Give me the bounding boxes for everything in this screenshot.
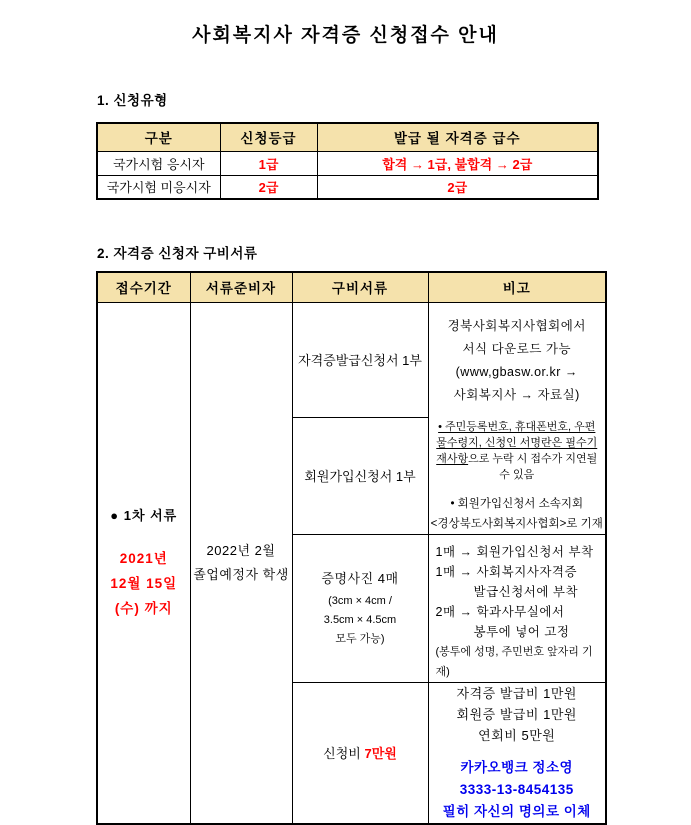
period-label: ● 1차 서류	[110, 507, 178, 523]
text-line: 연회비 5만원	[478, 727, 556, 743]
fee-breakdown	[429, 683, 606, 746]
fee-label: 신청비	[323, 746, 365, 762]
required-documents-table	[96, 271, 607, 825]
text-line: • 회원가입신청서 소속지회	[450, 497, 584, 510]
document-cell: 회원가입신청서 1부	[292, 417, 428, 534]
text-line: 12월 15일	[110, 575, 178, 591]
text-line: 경북사회복지사협회에서	[447, 318, 586, 333]
remarks-cell	[428, 534, 606, 682]
text-line: 회원증 발급비 1만원	[456, 706, 577, 722]
result-cell: 합격 → 1급, 불합격 → 2급	[317, 151, 598, 175]
text-line: 서식 다운로드 가능	[462, 341, 572, 356]
text-line: <경상북도사회복지사협회>로 기재	[430, 517, 603, 530]
text-line: 2021년	[119, 550, 168, 566]
text-line: (수) 까지	[114, 600, 173, 616]
section2-heading: 2. 자격증 신청자 구비서류	[97, 246, 258, 261]
preparer-cell	[190, 302, 292, 824]
underlined-text: • 주민등록번호, 휴대폰번호, 우편물수령지, 신청인 서명란은 필수기재사항	[436, 420, 598, 465]
category-cell: 국가시험 미응시자	[97, 175, 220, 199]
grade-cell: 1급	[220, 151, 317, 175]
table-row	[97, 302, 606, 417]
text-line: 1매 → 사회복지사자격증	[435, 564, 578, 579]
text-line: 1매 → 회원가입신청서 부착	[435, 544, 594, 559]
text-line: 3.5cm × 4.5cm	[323, 613, 397, 626]
table-header-row	[97, 123, 598, 151]
branch-note	[429, 494, 606, 534]
text-line: 발급신청서에 부착	[473, 584, 579, 599]
required-fields-note	[434, 419, 600, 483]
text-line: 봉투에 넣어 고정	[473, 624, 570, 639]
document-cell	[292, 534, 428, 682]
column-header-period: 접수기간	[97, 272, 190, 302]
table-row	[97, 175, 598, 199]
bank-account-info	[429, 757, 606, 823]
text-line: 자격증 발급비 1만원	[456, 685, 577, 701]
text-line: 필히 자신의 명의로 이체	[442, 803, 591, 819]
text-line: 2매 → 학과사무실에서	[435, 604, 565, 619]
column-header-result: 발급 될 자격증 급수	[317, 123, 598, 151]
column-header-grade: 신청등급	[220, 123, 317, 151]
text-line: 사회복지사 → 자료실)	[453, 387, 580, 402]
column-header-documents: 구비서류	[292, 272, 428, 302]
section1-heading: 1. 신청유형	[97, 93, 168, 108]
text-line: (www,gbasw.or.kr →	[455, 364, 578, 379]
grade-cell: 2급	[220, 175, 317, 199]
document-cell	[292, 682, 428, 824]
remarks-cell	[428, 682, 606, 824]
text-line: (3cm × 4cm /	[328, 594, 392, 607]
table-header-row	[97, 272, 606, 302]
text-line: 모두 가능)	[335, 632, 385, 645]
application-type-table	[96, 122, 599, 200]
text: 으로 누락 시 접수가 지연될 수 있음	[468, 452, 598, 481]
text-line: 3333-13-8454135	[459, 781, 574, 797]
photo-title: 증명사진 4매	[321, 570, 399, 586]
deadline	[98, 546, 190, 621]
text-line: 졸업예정자 학생	[193, 566, 289, 582]
column-header-preparer: 서류준비자	[190, 272, 292, 302]
envelope-note: (봉투에 성명, 주민번호 앞자리 기재)	[435, 645, 593, 678]
category-cell: 국가시험 응시자	[97, 151, 220, 175]
result-cell: 2급	[317, 175, 598, 199]
table-row	[97, 151, 598, 175]
period-cell	[97, 302, 190, 824]
document-cell: 자격증발급신청서 1부	[292, 302, 428, 417]
text-line: 2022년 2월	[206, 542, 276, 558]
text-line: 카카오뱅크 정소영	[460, 759, 574, 775]
remarks-cell	[428, 302, 606, 534]
download-info	[429, 315, 606, 407]
page-title: 사회복지사 자격증 신청접수 안내	[192, 25, 499, 46]
column-header-category: 구분	[97, 123, 220, 151]
column-header-remarks: 비고	[428, 272, 606, 302]
fee-amount: 7만원	[364, 746, 397, 762]
